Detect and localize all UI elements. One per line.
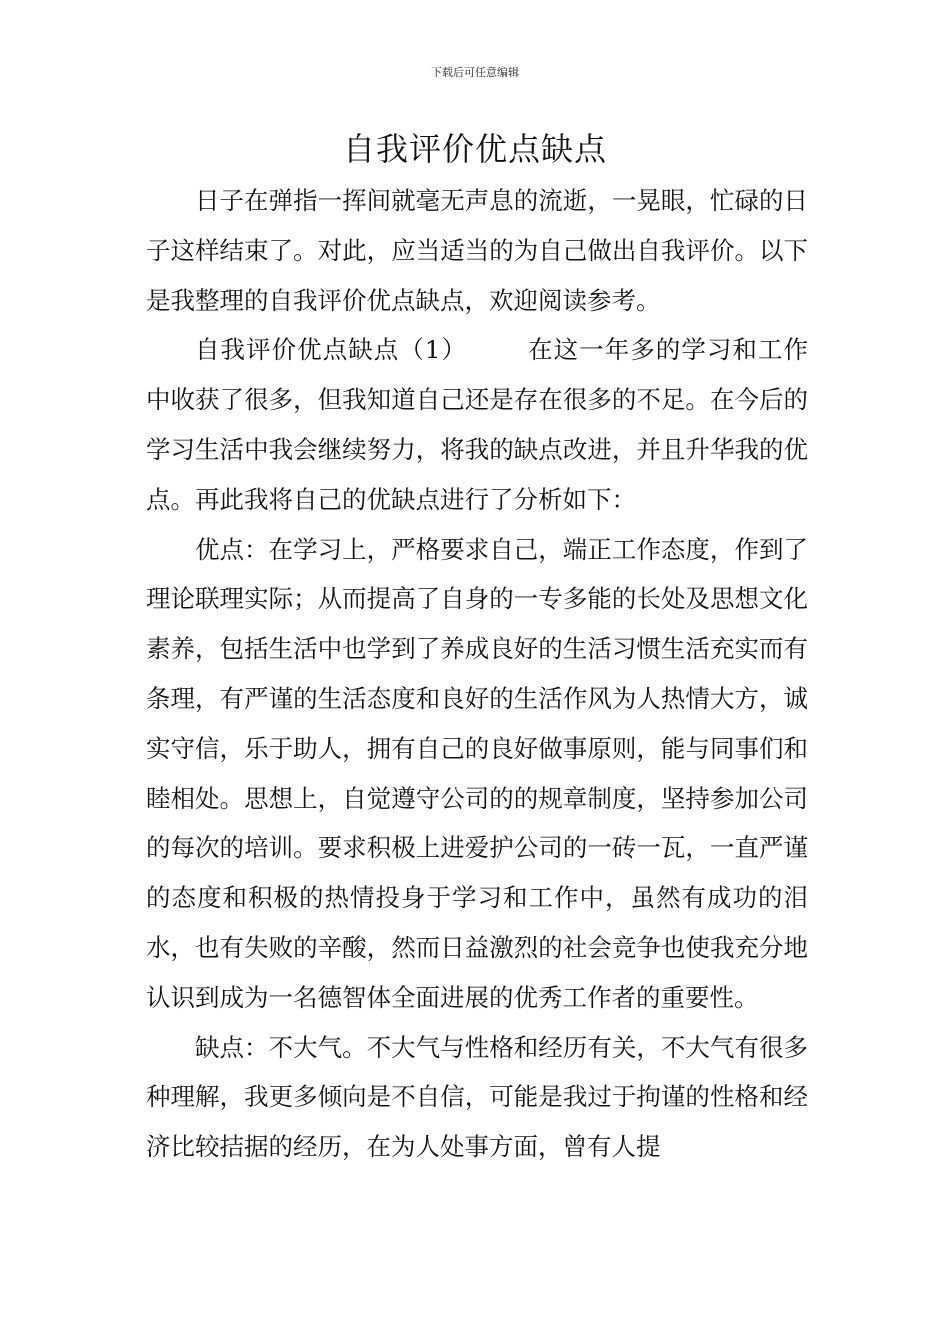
section-text: 在这一年多的学习和工作中收获了很多，但我知道自己还是存在很多的不足。在今后的学习生活中我会继续努力，将我的缺点改进，并且升华我的优点。再此我将自己的优缺点进行了分析如下： bbox=[146, 335, 808, 514]
document-body bbox=[146, 176, 808, 1172]
intro-paragraph: 日子在弹指一挥间就毫无声息的流逝，一晃眼，忙碌的日子这样结束了。对此，应当适当的为自己做出自我评价。以下是我整理的自我评价优点缺点，欢迎阅读参考。 bbox=[146, 186, 808, 315]
section-heading: 自我评价优点缺点（1） bbox=[195, 335, 468, 365]
header-note: 下载后可任意编辑 bbox=[431, 66, 519, 79]
document-title: 自我评价优点缺点 bbox=[342, 130, 607, 168]
section-paragraph bbox=[146, 325, 808, 524]
weaknesses-paragraph: 缺点：不大气。不大气与性格和经历有关，不大气有很多种理解，我更多倾向是不自信，可能是我过于拘谨的性格和经济比较拮据的经历，在为人处事方面，曾有人提 bbox=[146, 1032, 808, 1162]
strengths-paragraph: 优点：在学习上，严格要求自己，端正工作态度，作到了理论联理实际；从而提高了自身的一专多能的长处及思想文化素养，包括生活中也学到了养成良好的生活习惯生活充实而有条理，有严谨的生活态度和良好的生活作风为人热情大方，诚实守信，乐于助人，拥有自己的良好做事原则，能与同事们和睦相处。思想上，自觉遵守公司的的规章制度，坚持参加公司的每次的培训。要求积极上进爱护公司的一砖一瓦，一直严谨的态度和积极的热情投身于学习和工作中，虽然有成功的泪水，也有失败的辛酸，然而日益激烈的社会竞争也使我充分地认识到成为一名德智体全面进展的优秀工作者的重要性。 bbox=[146, 534, 808, 1012]
